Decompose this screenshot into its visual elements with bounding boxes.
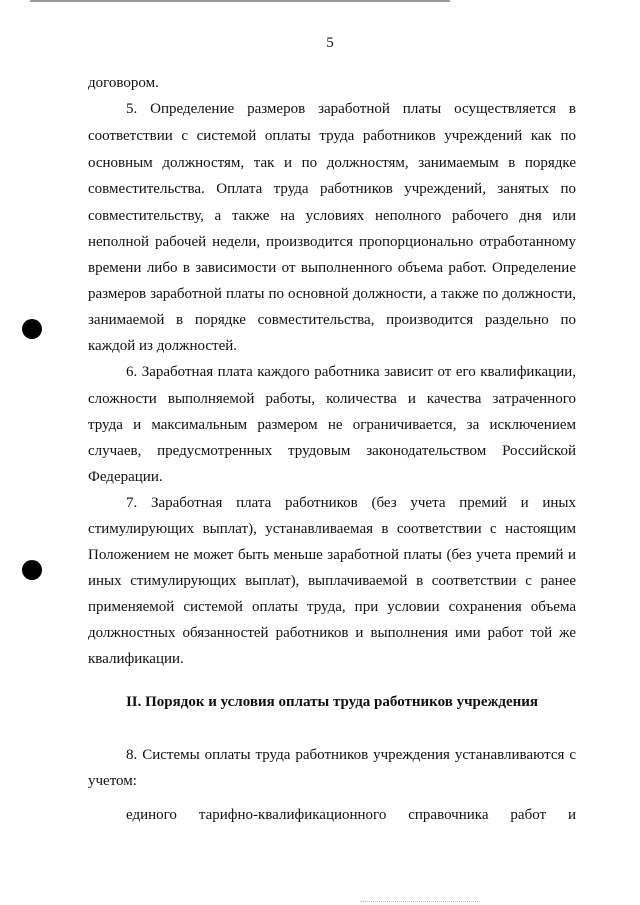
text-line: учетом: xyxy=(88,773,137,789)
text-line: занимаемой в порядке совместительства, производится раздельно по xyxy=(88,312,576,328)
text-line: должностных обязанностей работников и выполнения ими работ той же xyxy=(88,625,576,641)
text-line: случаев, предусмотренных трудовым законодательством Российской xyxy=(88,443,576,459)
text-line: каждой из должностей. xyxy=(88,338,238,354)
scan-bottom-edge xyxy=(360,901,480,903)
text-line: Положением не может быть меньше заработной платы (без учета премий и xyxy=(88,547,576,563)
text-line: размеров заработной платы по основной должности, а также по должности, xyxy=(88,286,576,302)
text-line: единого тарифно-квалификационного справочника работ и xyxy=(126,807,576,823)
punch-hole-mark xyxy=(22,560,42,580)
text-line: 6. Заработная плата каждого работника зависит от его квалификации, xyxy=(126,364,576,380)
text-line: применяемой системой оплаты труда, при условии сохранения объема xyxy=(88,599,576,615)
text-line: соответствии с системой оплаты труда работников учреждений как по xyxy=(88,128,576,144)
scan-top-edge xyxy=(0,0,640,2)
text-line: времени либо в зависимости от выполненного объема работ. Определение xyxy=(88,260,576,276)
text-line: неполной рабочей недели, производится пропорционально отработанному xyxy=(88,234,576,250)
text-line: договором. xyxy=(88,75,159,91)
text-line: совместительства. Оплата труда работников учреждений, занятых по xyxy=(88,181,576,197)
text-line: сложности выполняемой работы, количества и качества затраченного xyxy=(88,391,576,407)
text-line: 5. Определение размеров заработной платы осуществляется в xyxy=(126,101,576,117)
page-number: 5 xyxy=(326,35,334,51)
text-line: иных стимулирующих выплат), выплачиваемой в соответствии с ранее xyxy=(88,573,576,589)
text-line: 7. Заработная плата работников (без учета премий и иных xyxy=(126,495,576,511)
text-line: Федерации. xyxy=(88,469,163,485)
text-line: труда и максимальным размером не ограничивается, за исключением xyxy=(88,417,576,433)
text-line: основным должностям, так и по должностям, занимаемым в порядке xyxy=(88,155,576,171)
section-heading: II. Порядок и условия оплаты труда работников учреждения xyxy=(125,694,539,710)
text-line: 8. Системы оплаты труда работников учреждения устанавливаются с xyxy=(126,747,576,763)
text-line: совместительству, а также на условиях неполного рабочего дня или xyxy=(88,208,576,224)
text-line: квалификации. xyxy=(88,651,184,667)
text-line: стимулирующих выплат), устанавливаемая в соответствии с настоящим xyxy=(88,521,576,537)
punch-hole-mark xyxy=(22,319,42,339)
